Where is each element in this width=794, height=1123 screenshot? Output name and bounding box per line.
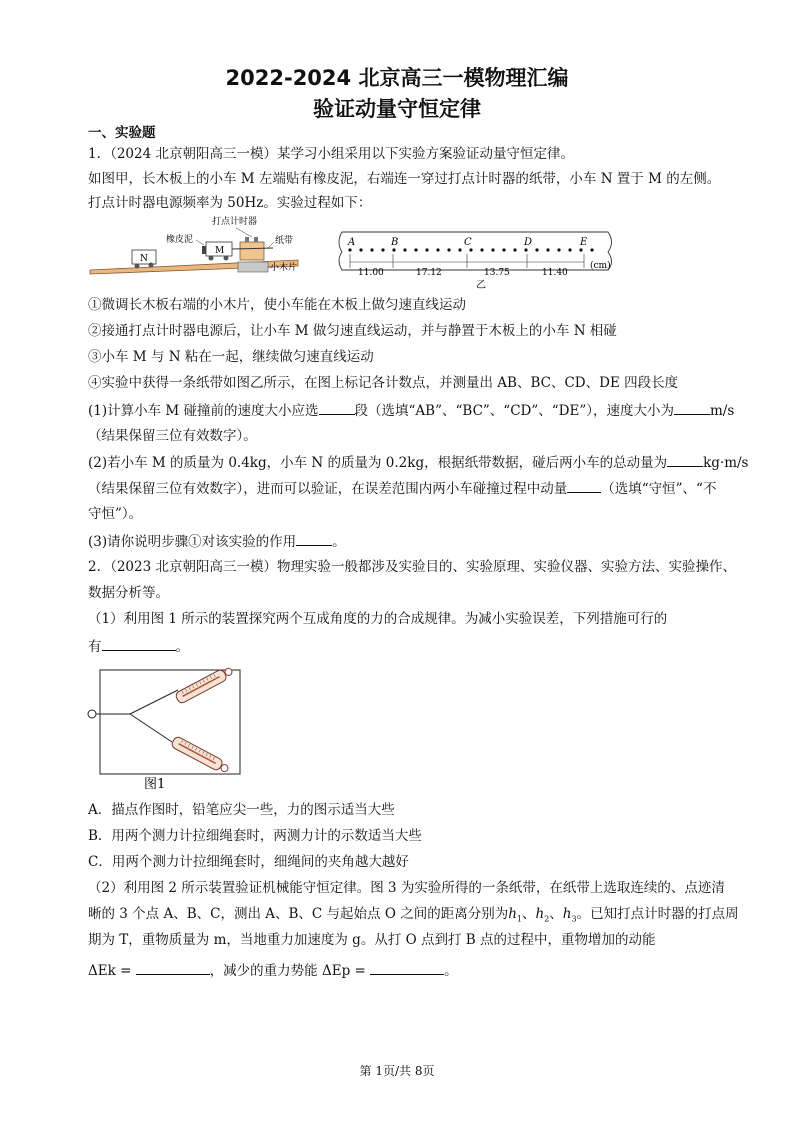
- label-timer: 打点计时器: [212, 217, 258, 227]
- option-c: C．用两个测力计拉细绳套时，细绳间的夹角越大越好: [88, 854, 409, 870]
- page-title: 2022-2024 北京高三一模物理汇编: [225, 66, 569, 90]
- point-label: B: [391, 237, 399, 248]
- tape-dot: [535, 248, 538, 251]
- timer-knob: [254, 237, 258, 242]
- answer-blank[interactable]: [296, 532, 332, 546]
- q1-paragraph: 打点计时器电源频率为 50Hz。实验过程如下：: [88, 195, 372, 211]
- tape-dot: [458, 248, 461, 251]
- label-block: 小木片: [270, 263, 298, 273]
- option-a: A．描点作图时，铅笔应尖一些，力的图示适当大些: [88, 802, 395, 818]
- wheel: [224, 256, 229, 261]
- q2-p1b-text: 有: [88, 639, 102, 655]
- tape-dot: [436, 248, 439, 251]
- figure-jia: [88, 212, 308, 290]
- tape-dot: [502, 248, 505, 251]
- tape-dot: [392, 248, 395, 251]
- q2-p5: [88, 961, 458, 980]
- answer-blank[interactable]: [667, 453, 703, 467]
- leader-line: [268, 242, 274, 248]
- segment-length: 13.75: [484, 268, 510, 278]
- q1-sub2-end: 守恒”）。: [88, 506, 143, 522]
- q1-sub2-text: （结果保留三位有效数字），进而可以验证，在误差范围内两小车碰撞过程中动量: [88, 481, 568, 497]
- q1-step: ①微调长木板右端的小木片，使小车能在木板上做匀速直线运动: [88, 297, 466, 313]
- leader-line: [196, 240, 204, 245]
- point-label: C: [464, 237, 472, 248]
- spring-scale: [170, 736, 230, 775]
- timer-knob: [245, 237, 249, 242]
- q1-sub2-text: （选填“守恒”、“不: [601, 481, 717, 497]
- page-footer: 第 1页/共 8页: [359, 1064, 435, 1078]
- tape-dot: [381, 248, 384, 251]
- point-label: E: [580, 237, 588, 248]
- tape-dot: [568, 248, 571, 251]
- label-rubber: 橡皮泥: [166, 235, 194, 245]
- answer-blank[interactable]: [370, 961, 444, 975]
- figure-yi: [336, 228, 626, 292]
- point-label: A: [348, 237, 356, 248]
- page-subtitle: 验证动量守恒定律: [313, 97, 481, 121]
- tape-dot: [557, 248, 560, 251]
- answer-blank[interactable]: [319, 401, 355, 415]
- q1-sub3-text: (3)请你说明步骤①对该实验的作用: [88, 534, 297, 550]
- tape-dot: [447, 248, 450, 251]
- figure-1: [86, 662, 246, 792]
- segment-length: 11.40: [542, 268, 568, 278]
- q2-p1b-end: 。: [175, 639, 189, 655]
- tape-dot: [480, 248, 483, 251]
- spring-scale: [174, 665, 234, 704]
- cart-m-label: M: [215, 246, 225, 256]
- q2-p4: 期为 T，重物质量为 m，当地重力加速度为 g。从打 O 点到打 B 点的过程中，重物增加的动能: [88, 932, 656, 948]
- q2-intro: 2．（2023 北京朝阳高三一模）物理实验一般都涉及实验目的、实验原理、实验仪器、实验方法、实验操作、: [88, 559, 736, 575]
- rope: [130, 714, 172, 742]
- tape-dot: [491, 248, 494, 251]
- q1-paragraph: 如图甲，长木板上的小车 M 左端贴有橡皮泥，右端连一穿过打点计时器的纸带，小车 N 置于 M 的左侧。: [88, 171, 721, 187]
- segment-length: 11.00: [358, 268, 384, 278]
- figure-1-caption: 图1: [144, 777, 166, 792]
- q1-sub2-unit: kg·m/s: [703, 455, 749, 471]
- q1-sub1-text: (1)计算小车 M 碰撞前的速度大小应选: [88, 403, 319, 419]
- tape-dot: [403, 248, 406, 251]
- rubber-mud: [202, 246, 206, 254]
- tape-dot: [513, 248, 516, 251]
- wheel: [149, 263, 154, 268]
- wheel: [209, 256, 214, 261]
- q1-sub1-text: 段（选填“AB”、“BC”、“CD”、“DE”），速度大小为: [354, 403, 674, 419]
- section-heading: 一、实验题: [88, 125, 156, 141]
- q2-p3-text: 。已知打点计时器的打点周: [576, 906, 739, 922]
- label-tape: 纸带: [275, 236, 294, 246]
- tape-dot: [524, 248, 527, 251]
- tape-dot: [359, 248, 362, 251]
- unit-label: (cm): [590, 261, 611, 271]
- q1-step: ②接通打点计时器电源后，让小车 M 做匀速直线运动，并与静置于木板上的小车 N 相碰: [88, 323, 617, 339]
- q1-sub1-unit: m/s: [710, 403, 735, 419]
- delta-ek-label: ΔEk =: [88, 963, 132, 979]
- point-label: D: [524, 237, 533, 248]
- small-wood-block: [238, 262, 268, 272]
- q2-p1: （1）利用图 1 所示的装置探究两个互成角度的力的合成规律。为减小实验误差，下列措施可行的: [88, 611, 668, 627]
- timer-device: [240, 242, 264, 260]
- answer-blank[interactable]: [674, 401, 710, 415]
- q2-p1b: [88, 637, 189, 656]
- tape-dot: [579, 248, 582, 251]
- tape-dot: [370, 248, 373, 251]
- q1-sub3: [88, 532, 346, 551]
- tape-dot: [348, 248, 351, 251]
- segment-length: 17.12: [416, 268, 442, 278]
- q2-intro: 数据分析等。: [88, 585, 169, 601]
- tape-dot: [414, 248, 417, 251]
- paper-tape: [232, 248, 273, 249]
- tape-dot: [546, 248, 549, 251]
- wheel: [135, 264, 140, 269]
- pin: [88, 710, 96, 718]
- answer-blank[interactable]: [136, 961, 210, 975]
- answer-blank[interactable]: [567, 479, 601, 493]
- q2-p2: （2）利用图 2 所示装置验证机械能守恒定律。图 3 为实验所得的一条纸带，在纸带上选取连续的、点迹清: [88, 880, 725, 896]
- figure-caption-yi: 乙: [476, 280, 486, 291]
- q2-p3-text: 晰的 3 个点 A、B、C，测出 A、B、C 与起始点 O 之间的距离分别为: [88, 906, 509, 922]
- q1-sub2-text: (2)若小车 M 的质量为 0.4kg，小车 N 的质量为 0.2kg，根据纸带数据，碰后两小车的总动量为: [88, 455, 668, 471]
- tape-dot: [590, 248, 593, 251]
- delta-ep-label: ，减少的重力势能 ΔEp =: [209, 963, 366, 979]
- q1-sub1-note: （结果保留三位有效数字）。: [88, 428, 257, 444]
- q1-step: ④实验中获得一条纸带如图乙所示，在图上标记各计数点，并测量出 AB、BC、CD、DE 四段长度: [88, 375, 679, 391]
- leader-line: [236, 228, 252, 237]
- q1-intro: 1．（2024 北京朝阳高三一模）某学习小组采用以下实验方案验证动量守恒定律。: [88, 146, 574, 162]
- q2-p5-end: 。: [444, 963, 458, 979]
- tape-dot: [425, 248, 428, 251]
- option-b: B．用两个测力计拉细绳套时，两测力计的示数适当大些: [88, 828, 422, 844]
- q1-sub3-end: 。: [332, 534, 346, 550]
- tape-dot: [469, 248, 472, 251]
- rope: [130, 690, 178, 714]
- q1-sub1: [88, 401, 734, 420]
- q1-sub2: [88, 453, 749, 472]
- q2-p3: 晰的 3 个点 A、B、C，测出 A、B、C 与起始点 O 之间的距离分别为$h_1$、$h_2$、$h_3$。已知打点计时器的打点周: [88, 906, 739, 924]
- answer-blank[interactable]: [102, 637, 176, 651]
- q1-sub2-cont: [88, 479, 716, 498]
- q1-step: ③小车 M 与 N 粘在一起，继续做匀速直线运动: [88, 349, 374, 365]
- cart-n-label: N: [140, 254, 148, 264]
